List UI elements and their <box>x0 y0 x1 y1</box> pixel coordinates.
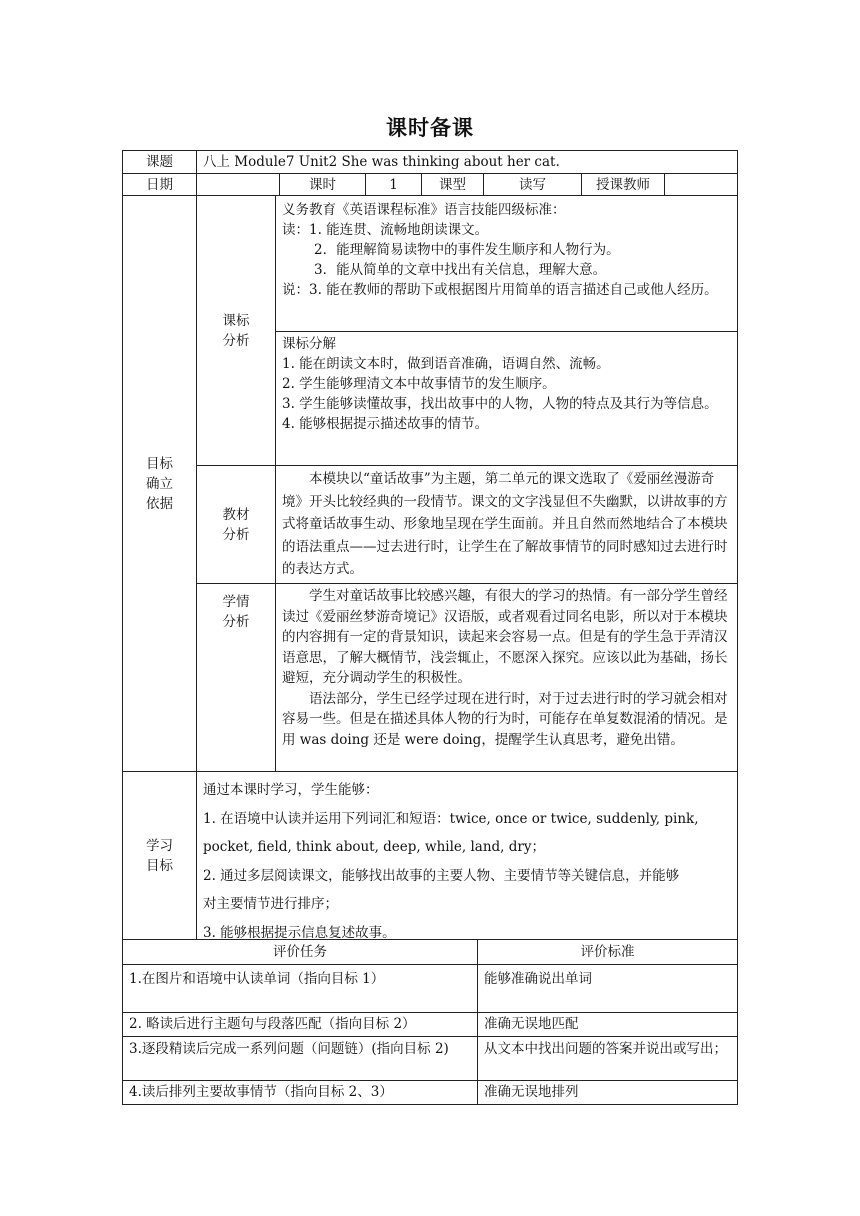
target-basis-label: 目标确立依据 <box>122 196 197 772</box>
eval-task: 4.读后排列主要故事情节（指向目标 2、3） <box>122 1081 478 1105</box>
kebiao-label: 课标分析 <box>197 196 276 466</box>
period-value: 1 <box>366 174 422 196</box>
objective-item: 对主要情节进行排序； <box>203 896 338 912</box>
objective-item: 3. 能够根据提示信息复述故事。 <box>203 924 396 941</box>
eval-standard-header: 评价标准 <box>478 940 738 965</box>
teacher-value <box>665 174 738 196</box>
date-label: 日期 <box>122 174 197 196</box>
kebiao-line: 2．能理解简易读物中的事件发生顺序和人物行为。 <box>314 242 620 258</box>
objectives-label: 学习目标 <box>122 772 197 940</box>
objectives-intro: 通过本课时学习，学生能够： <box>203 782 379 798</box>
kebiao-line: 读：1. 能连贯、流畅地朗读课文。 <box>282 222 489 238</box>
eval-task: 1.在图片和语境中认读单词（指向目标 1） <box>122 965 478 1013</box>
eval-standard: 从文本中找出问题的答案并说出或写出； <box>478 1037 738 1081</box>
breakdown-item: 1. 能在朗读文本时，做到语音准确，语调自然、流畅。 <box>282 356 610 372</box>
breakdown-item: 3. 学生能够读懂故事，找出故事中的人物，人物的特点及其行为等信息。 <box>282 396 718 412</box>
objective-item: pocket, field, think about, deep, while, land, dry； <box>203 839 545 855</box>
objective-item: 2. 通过多层阅读课文，能够找出故事的主要人物、主要情节等关键信息，并能够 <box>203 867 680 884</box>
type-label: 课型 <box>422 174 484 196</box>
xueqing-text <box>276 584 738 772</box>
kebiao-line: 说：3. 能在教师的帮助下或根据图片用简单的语言描述自己或他人经历。 <box>282 282 718 298</box>
xueqing-paragraph: 语法部分，学生已经学过现在进行时，对于过去进行时的学习就会相对容易一些。但是在描述具体人物的行为时，可能存在单复数混淆的情况。是用 was doing 还是 were doing，提醒学生认真思考，避免出错。 <box>282 690 728 748</box>
kebiao-standard <box>276 196 738 332</box>
xueqing-label: 学情分析 <box>197 584 276 772</box>
jiaocai-label: 教材分析 <box>197 466 276 584</box>
eval-standard: 能够准确说出单词 <box>478 965 738 1013</box>
topic-value: 八上 Module7 Unit2 She was thinking about her cat. <box>197 150 738 174</box>
kebiao-breakdown <box>276 332 738 466</box>
page-title: 课时备课 <box>386 115 474 140</box>
eval-task-header: 评价任务 <box>122 940 478 965</box>
objectives-content <box>197 772 738 940</box>
type-value: 读写 <box>484 174 582 196</box>
eval-task: 2. 略读后进行主题句与段落匹配（指向目标 2） <box>122 1013 478 1037</box>
breakdown-item: 2. 学生能够理清文本中故事情节的发生顺序。 <box>282 376 556 392</box>
eval-standard: 准确无误地匹配 <box>478 1013 738 1037</box>
kebiao-line: 义务教育《英语课程标准》语言技能四级标准： <box>282 202 566 218</box>
topic-label: 课题 <box>122 150 197 174</box>
breakdown-item: 4. 能够根据提示描述故事的情节。 <box>282 416 489 432</box>
jiaocai-paragraph: 本模块以“童话故事”为主题，第二单元的课文选取了《爱丽丝漫游奇境》开头比较经典的一段情节。课文的文字浅显但不失幽默，以讲故事的方式将童话故事生动、形象地呈现在学生面前。并且自然而然地结合了本模块的语法重点——过去进行时，让学生在了解故事情节的同时感知过去进行时的表达方式。 <box>282 471 728 577</box>
period-label: 课时 <box>280 174 366 196</box>
teacher-label: 授课教师 <box>582 174 665 196</box>
xueqing-paragraph: 学生对童话故事比较感兴趣，有很大的学习的热情。有一部分学生曾经读过《爱丽丝梦游奇境记》汉语版，或者观看过同名电影，所以对于本模块的内容拥有一定的背景知识，读起来会容易一点。但是有的学生急于弄清汉语意思，了解大概情节，浅尝辄止，不愿深入探究。应该以此为基础，扬长避短，充分调动学生的积极性。 <box>282 588 728 686</box>
date-value <box>197 174 280 196</box>
kebiao-line: 3．能从简单的文章中找出有关信息，理解大意。 <box>314 262 607 278</box>
eval-task: 3.逐段精读后完成一系列问题（问题链）(指向目标 2) <box>122 1037 478 1081</box>
breakdown-title: 课标分解 <box>282 336 336 352</box>
eval-standard: 准确无误地排列 <box>478 1081 738 1105</box>
jiaocai-text <box>276 466 738 584</box>
objective-item: 1. 在语境中认读并运用下列词汇和短语：twice, once or twice, suddenly, pink, <box>203 810 699 827</box>
